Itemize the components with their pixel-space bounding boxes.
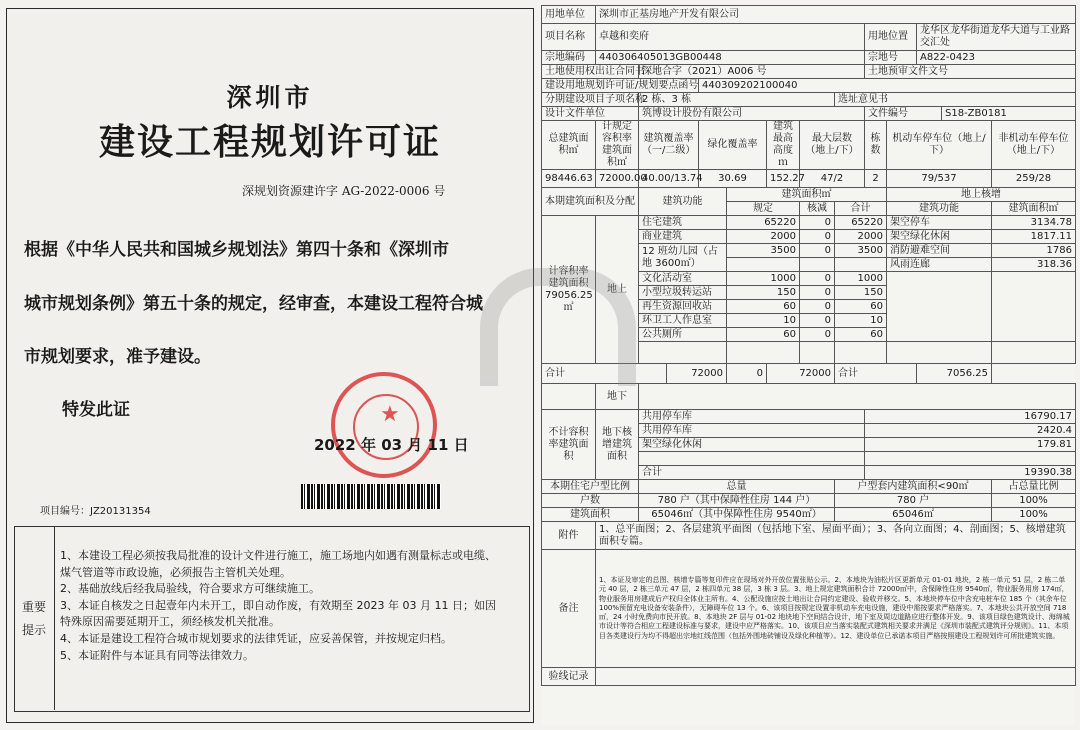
notes-list: [60, 548, 520, 664]
value-land-unit: 深圳市正基房地产开发有限公司: [596, 6, 1076, 24]
label-pre-review: 土地预审文件文号: [865, 65, 1076, 79]
nonfar-sum: 19390.38: [865, 466, 1076, 480]
nonfar-function: 共用停车库: [639, 410, 865, 424]
value-blocks: 2: [865, 170, 887, 188]
label-parcel-no: 宗地号: [865, 51, 917, 65]
value-phase: 2 栋、3 栋: [639, 93, 835, 107]
row-deducted: 0: [800, 328, 835, 342]
label-land-contract: 土地使用权出让合同书: [542, 65, 639, 79]
sum-label: 合计: [542, 364, 667, 384]
value-project-name: 卓越和奕府: [596, 24, 865, 51]
label-doc-no: 文件编号: [865, 107, 942, 121]
header-unit-total: 总量: [639, 480, 835, 494]
label-site-opinion: 选址意见书: [835, 93, 1076, 107]
header-deducted: 核减: [800, 202, 835, 216]
row-function: 公共厕所: [639, 328, 727, 342]
label-inspection: 验线记录: [542, 668, 596, 686]
barcode: [301, 484, 441, 509]
value-res-area-lt90: 65046㎡: [835, 508, 992, 522]
header-total-area: 总建筑面积㎡: [542, 121, 596, 170]
below-ground-label: 地下: [596, 384, 639, 410]
star-icon: ★: [380, 402, 400, 427]
header-planned: 规定: [727, 202, 800, 216]
note-line: 特殊原因需要延期开工，须经核发机关批准。: [60, 615, 280, 629]
sum-reward-area: 7056.25: [917, 364, 992, 384]
header-unit-ratio-pct: 占总量比例: [992, 480, 1076, 494]
header-total: 合计: [835, 202, 887, 216]
value-attachments: 1、总平面图；2、各层建筑平面图（包括地下室、屋面平面）；3、各向立面图；4、剖面图；5、核增建筑面积专篇。: [596, 522, 1076, 550]
issue-date: 2022 年 03 月 11 日: [314, 436, 469, 454]
row-deducted: 0: [800, 244, 835, 258]
row-reward-area: 1817.11: [992, 230, 1076, 244]
sum-total: 72000: [767, 364, 835, 384]
value-households-lt90: 780 户: [835, 494, 992, 508]
header-unit-lt90: 户型套内建筑面积<90㎡: [835, 480, 992, 494]
row-reward-function: 风雨连廊: [887, 258, 992, 272]
value-total-area: 98446.63: [542, 170, 596, 188]
row-function: 商业建筑: [639, 230, 727, 244]
row-planned: 1000: [727, 272, 800, 286]
value-res-area-ratio: 100%: [992, 508, 1076, 522]
nonfar-area: 2420.4: [865, 424, 1076, 438]
value-design-unit: 筑博设计股份有限公司: [639, 107, 865, 121]
label-households: 户数: [542, 494, 639, 508]
row-deducted: 0: [800, 300, 835, 314]
label-land-location: 用地位置: [865, 24, 917, 51]
row-total: 10: [835, 314, 887, 328]
note-line: 4、本证是建设工程符合城市规划要求的法律凭证，应妥善保管，并按规定归档。: [60, 631, 452, 645]
row-planned: 3500: [727, 244, 800, 258]
row-deducted: 0: [800, 216, 835, 230]
underground-reward-label: 地下核增建筑面积: [596, 410, 639, 480]
certificate-title: 建设工程规划许可证: [98, 122, 441, 163]
value-bike-parking: 259/28: [992, 170, 1076, 188]
row-planned: 60: [727, 300, 800, 314]
value-doc-no: S18-ZB0181: [942, 107, 1076, 121]
header-far-area: 计规定容积率建筑面积㎡: [596, 121, 639, 170]
nonfar-function: 架空绿化休闲: [639, 438, 865, 452]
row-total: 1000: [835, 272, 887, 286]
permit-number: 深规划资源建许字 AG-2022-0006 号: [242, 184, 446, 198]
row-total: 2000: [835, 230, 887, 244]
value-parcel-no: A822-0423: [917, 51, 1076, 65]
label-remarks: 备注: [542, 550, 596, 668]
row-reward-function: 架空停车: [887, 216, 992, 230]
permit-table-page: [541, 5, 1075, 725]
project-number: 项目编号：JZ20131354: [40, 506, 151, 517]
header-above-reward: 地上核增: [887, 188, 1076, 202]
row-deducted: 0: [800, 230, 835, 244]
label-design-unit: 设计文件单位: [542, 107, 639, 121]
nonfar-function: 共用停车库: [639, 424, 865, 438]
value-land-contract: 深地合字（2021）A006 号: [639, 65, 865, 79]
header-unit-ratio: 本期住宅户型比例: [542, 480, 639, 494]
label-project-name: 项目名称: [542, 24, 596, 51]
far-area-label: 计容积率建筑面积79056.25㎡: [542, 216, 596, 364]
row-planned: 10: [727, 314, 800, 328]
row-reward-function: 架空绿化休闲: [887, 230, 992, 244]
note-line: 煤气管道等市政设施，必须报告主管机关处理。: [60, 565, 291, 579]
certificate-issued-text: 特发此证: [62, 400, 130, 420]
certificate-paragraph-2: 城市规划条例》第五十条的规定，经审查，本建设工程符合城: [24, 294, 483, 314]
nonfar-area: 179.81: [865, 438, 1076, 452]
header-reward-area: 建筑面积㎡: [992, 202, 1076, 216]
value-height: 152.27: [767, 170, 800, 188]
sum-label-reward: 合计: [835, 364, 917, 384]
row-function: 环卫工人作息室: [639, 314, 727, 328]
note-line: 5、本证附件与本证具有同等法律效力。: [60, 648, 254, 662]
header-phase-area: 本期建筑面积及分配: [542, 188, 639, 216]
row-function: 12 班幼儿园（占地 3600㎡）: [639, 244, 727, 272]
header-coverage: 建筑覆盖率（一/二级）: [639, 121, 699, 170]
value-green: 30.69: [699, 170, 767, 188]
row-planned: 2000: [727, 230, 800, 244]
header-reward-function: 建筑功能: [887, 202, 992, 216]
header-green: 绿化覆盖率: [699, 121, 767, 170]
sum-deducted: 0: [727, 364, 767, 384]
note-line: 2、基础放线后经我局验线，符合要求方可继续施工。: [60, 582, 320, 596]
row-total: 3500: [835, 244, 887, 258]
permit-details-table: [541, 5, 1076, 686]
header-blocks: 栋数: [865, 121, 887, 170]
official-seal: [331, 372, 437, 478]
header-function: 建筑功能: [639, 188, 727, 216]
row-planned: 60: [727, 328, 800, 342]
nonfar-area: 16790.17: [865, 410, 1076, 424]
row-total: 60: [835, 300, 887, 314]
note-line: 3、本证自核发之日起壹年内未开工，即自动作废，有效期至 2023 年 03 月 11 日；如因: [60, 598, 496, 612]
row-planned: 150: [727, 286, 800, 300]
row-function: 再生资源回收站: [639, 300, 727, 314]
notes-label: 重要 提示: [14, 526, 55, 710]
label-parcel-code: 宗地编码: [542, 51, 596, 65]
non-far-area-label: 不计容积率建筑面积: [542, 410, 596, 480]
nonfar-sum-label: 合计: [639, 466, 865, 480]
row-function: 小型垃圾转运站: [639, 286, 727, 300]
above-ground-label: 地上: [596, 216, 639, 364]
value-remarks: 1、本证及审定的总图、核增专篇等复印件应在现场对外开放位置张贴公示。2、本地块为油松片区更新单元 01-01 地块，2 栋一单元 51 层，2 栋二单元 40 层，2 栋三单元 47 层，2 栋四单元 38 层，3 栋 3 层。3、地上规定建筑面积合计 72000㎡中，含保障性住房 9540㎡，物业服务用房 174㎡，物业服务用房建成后产权归全体业主所有。4、公配设施应按土地出让合同约定建设、验收并移交。5、本地块停车位中含充电桩车位 185 个（其余车位 100%预留充电设备安装条件），无障碍车位 13 个。6、该项目按规定设置非机动车充电设施，建设中需按要求严格落实。7、本地块公共开放空间 718㎡，24 小时免费向市民开放。8、本地块 2F 层与 01-02 地块地下空间结合设计，地下室及周边道路应进行整体开发。9、该项目绿色建筑设计、海绵城市设计等符合相应工程建设标准与要求，建设中应严格落实。10、该项目应当落实装配式建筑相关要求并满足《深圳市装配式建筑评分规则》。11、本项目各类建设行为均不得超出宗地红线范围（包括外围地砖铺设及绿化种植等）。12、建设单位已承诺本项目严格按照建设工程规划许可所批建筑实施。: [596, 550, 1076, 668]
row-total: 60: [835, 328, 887, 342]
value-parcel-code: 440306405013GB00448: [596, 51, 865, 65]
row-reward-area: 3134.78: [992, 216, 1076, 230]
value-car-parking: 79/537: [887, 170, 992, 188]
row-planned: 65220: [727, 216, 800, 230]
value-land-location: 龙华区龙华街道龙华大道与工业路交汇处: [917, 24, 1076, 51]
value-land-permit: 440309202100040: [699, 79, 1076, 93]
row-reward-area: 1786: [992, 244, 1076, 258]
certificate-paragraph-3: 市规划要求，准予建设。: [24, 347, 211, 367]
note-line: 1、本建设工程必须按我局批准的设计文件进行施工，施工场地内如遇有测量标志或电缆、: [60, 549, 496, 562]
certificate-paragraph-1: 根据《中华人民共和国城乡规划法》第四十条和《深圳市: [24, 240, 449, 260]
value-households-ratio: 100%: [992, 494, 1076, 508]
label-land-unit: 用地单位: [542, 6, 596, 24]
label-res-area: 建筑面积: [542, 508, 639, 522]
row-deducted: 0: [800, 286, 835, 300]
header-building-area: 建筑面积㎡: [727, 188, 887, 202]
row-reward-function: 消防避难空间: [887, 244, 992, 258]
value-floors: 47/2: [800, 170, 865, 188]
label-attachments: 附件: [542, 522, 596, 550]
label-land-permit: 建设用地规划许可证/规划要点函号: [542, 79, 699, 93]
row-reward-area: 318.36: [992, 258, 1076, 272]
row-deducted: 0: [800, 272, 835, 286]
header-car-parking: 机动车停车位（地上/下）: [887, 121, 992, 170]
row-deducted: 0: [800, 314, 835, 328]
header-height: 建筑最高高度ｍ: [767, 121, 800, 170]
value-res-area-total: 65046㎡（其中保障性住房 9540㎡）: [639, 508, 835, 522]
value-coverage: 40.00/13.74: [639, 170, 699, 188]
certificate-city: 深圳市: [226, 83, 314, 112]
row-total: 150: [835, 286, 887, 300]
row-function: 文化活动室: [639, 272, 727, 286]
sum-planned: 72000: [667, 364, 727, 384]
row-function: 住宅建筑: [639, 216, 727, 230]
label-phase: 分期建设项目子项名称: [542, 93, 639, 107]
header-bike-parking: 非机动车停车位（地上/下）: [992, 121, 1076, 170]
header-floors: 最大层数（地上/下）: [800, 121, 865, 170]
value-households-total: 780 户（其中保障性住房 144 户）: [639, 494, 835, 508]
value-far-area: 72000.00: [596, 170, 639, 188]
row-total: 65220: [835, 216, 887, 230]
